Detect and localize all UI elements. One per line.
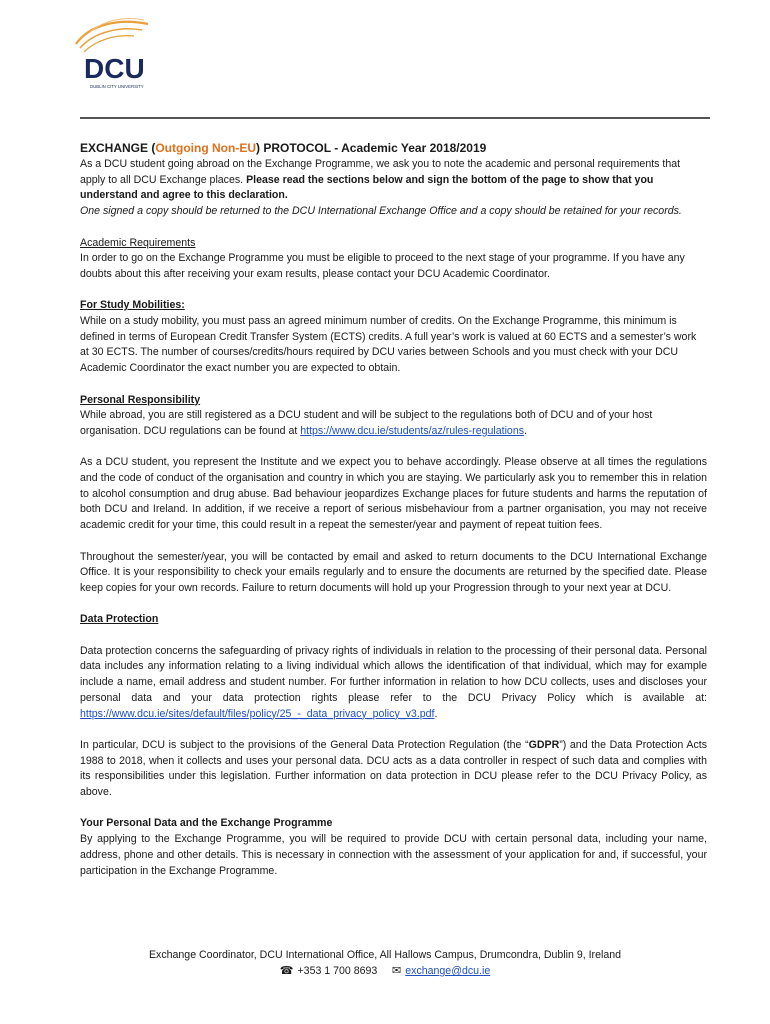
academic-heading: Academic Requirements	[80, 236, 196, 249]
header-divider	[80, 117, 710, 119]
footer-contact	[280, 963, 490, 979]
personal-paragraph-2: As a DCU student, you represent the Institute and we expect you to behave accordingly. Please observe at all times the regulations and the code of conduct of the organisation and country in which you are staying. We particularly ask you to remember this in relation to alcohol consumption and drug abuse. Bad behaviour jeopardizes Exchange places for future students and harms the reputation of both DCU and Ireland. In addition, if we receive a report of serious misbehaviour from a partner organisation, you may not receive academic credit for your time, this could result in a repeat the semester/year and payment of repeat tuition fees.	[80, 456, 707, 532]
personal-text-1-end: .	[524, 424, 527, 437]
dp-text-1: Data protection concerns the safeguarding of privacy rights of individuals in relation to the processing of their personal data. Personal data includes any information relating to a living individual which allows the identification of that individual, which may for example include a name, email address and student number. For further information in relation to how DCU collects, uses and discloses your personal data and your data protection rights please refer to the DCU Privacy Policy which is available at:	[80, 644, 707, 704]
rules-regulations-link[interactable]: https://www.dcu.ie/students/az/rules-regulations	[300, 424, 525, 437]
title-prefix: EXCHANGE (	[80, 141, 156, 155]
mail-icon: ✉	[392, 965, 402, 977]
data-protection-paragraph-1	[80, 644, 707, 723]
intro-paragraph	[80, 157, 707, 204]
dp-text-1-end: .	[434, 707, 438, 720]
logo-letters: DCU	[84, 53, 145, 84]
personal-paragraph-3: Throughout the semester/year, you will be contacted by email and asked to return documents to the DCU International Exchange Office. It is your responsibility to check your emails regularly and to ensure the documents are returned by the specified date. Please keep copies for your own records. Failure to return documents will hold up your Progression through to your next year at DCU.	[80, 550, 707, 594]
telephone-icon: ☎	[279, 965, 294, 977]
intro-text: As a DCU student going abroad on the Exchange Programme, we ask you to note the academic and personal requirements that apply to all DCU Exchange places.	[80, 158, 681, 186]
academic-paragraph: In order to go on the Exchange Programme you must be eligible to proceed to the next stage of your programme. If you have any doubts about this after receiving your exam results, please contact your DCU Academic Coordinator.	[80, 252, 685, 280]
study-heading: For Study Mobilities:	[80, 299, 185, 312]
personal-text-1: While abroad, you are still registered as a DCU student and will be subject to the regulations both of DCU and of your host organisation. DCU regulations can be found at	[80, 409, 653, 437]
page-footer	[0, 947, 770, 979]
personal-heading: Personal Responsibility	[80, 393, 201, 406]
intro-italic-note: One signed a copy should be returned to the DCU International Exchange Office and a copy should be retained for your records.	[80, 205, 682, 218]
data-protection-paragraph-2	[80, 738, 707, 801]
study-paragraph: While on a study mobility, you must pass an agreed minimum number of credits. On the Exchange Programme, this minimum is defined in terms of European Credit Transfer System (ECTS) credits. A full year’s work is valued at 60 ECTS and a semester’s work at 30 ECTS. The number of courses/credits/hours required by DCU varies between Schools and you must check with your DCU Academic Coordinator the exact number you are expected to obtain.	[80, 315, 697, 375]
footer-phone: +353 1 700 8693	[297, 965, 378, 977]
title-suffix: ) PROTOCOL - Academic Year 2018/2019	[255, 141, 487, 155]
title-accent: Outgoing Non-EU	[155, 141, 256, 155]
footer-email-link[interactable]: exchange@dcu.ie	[405, 965, 491, 977]
personal-paragraph-1	[80, 408, 707, 439]
dcu-logo	[70, 14, 160, 92]
intro-bold-text: Please read the sections below and sign the bottom of the page to show that you understand and agree to this declaration.	[80, 173, 654, 202]
privacy-policy-link[interactable]: https://www.dcu.ie/sites/default/files/policy/25_-_data_privacy_policy_v3.pdf	[80, 707, 435, 720]
your-data-heading: Your Personal Data and the Exchange Programme	[80, 817, 333, 830]
dp-text-2b: ”) and the Data Protection Acts 1988 to 2018, when it collects and uses your personal data. DCU acts as a data controller in respect of such data and complies with its responsibilities under this legislation. Further information on data protection in DCU please refer to the DCU Privacy Policy, as above.	[80, 738, 707, 798]
gdpr-term: GDPR	[528, 738, 560, 751]
dp-text-2a: In particular, DCU is subject to the provisions of the General Data Protection Regulation (the “	[80, 738, 529, 751]
data-protection-heading: Data Protection	[80, 613, 159, 626]
page-title	[80, 140, 707, 156]
footer-address: Exchange Coordinator, DCU International Office, All Hallows Campus, Drumcondra, Dublin 9, Ireland	[148, 949, 622, 961]
your-data-paragraph: By applying to the Exchange Programme, you will be required to provide DCU with certain personal data, including your name, address, phone and other details. This is necessary in connection with the assessment of your application for and, if successful, your participation in the Exchange Programme.	[80, 833, 707, 877]
document-body	[80, 140, 707, 879]
logo-subtitle: DUBLIN CITY UNIVERSITY	[90, 84, 144, 89]
